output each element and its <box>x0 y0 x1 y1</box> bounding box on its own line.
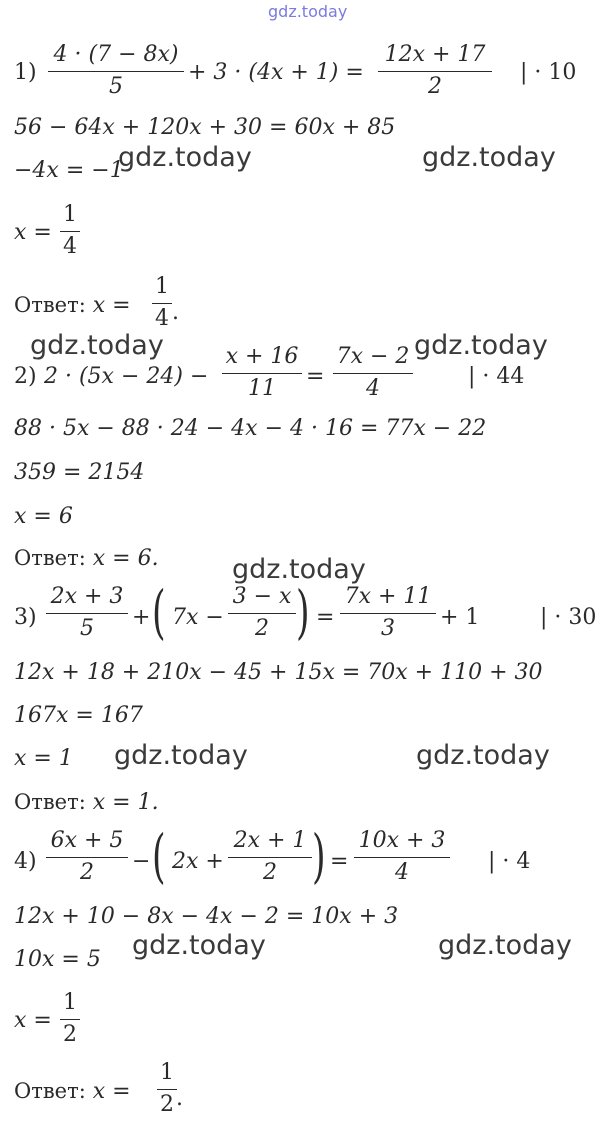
p3-fraction-1 <box>46 584 128 642</box>
watermark-top: gdz.today <box>268 2 348 21</box>
fraction-bar <box>157 1089 177 1090</box>
p2-equals: = <box>306 364 325 389</box>
p4-x-numerator: 1 <box>63 990 77 1015</box>
p1-answer-numerator: 1 <box>155 274 169 299</box>
p2-step-1: 88 · 5x − 88 · 24 − 4x − 4 · 16 = 77x − 22 <box>14 416 487 441</box>
p4-fraction-3 <box>354 828 450 886</box>
watermark: gdz.today <box>132 930 266 961</box>
answer-label: Ответ: <box>14 1079 86 1103</box>
answer-label: Ответ: <box>14 546 86 570</box>
p3-fraction-2 <box>228 584 296 642</box>
fraction-bar <box>354 857 450 858</box>
watermark: gdz.today <box>414 330 548 361</box>
fraction-bar <box>60 1019 80 1020</box>
p3-answer: x = 1. <box>92 790 159 815</box>
p2-lhs: 2 · (5x − 24) − <box>44 364 209 389</box>
p2-step-2: 359 = 2154 <box>14 460 145 485</box>
p3-fraction-2-numerator: 3 − x <box>232 584 292 609</box>
fraction-bar <box>378 71 492 72</box>
p1-rhs-denominator: 2 <box>428 74 442 99</box>
p1-rhs-fraction <box>378 42 492 100</box>
p4-answer-fraction <box>157 1060 177 1118</box>
p1-middle-expression: + 3 · (4x + 1) = <box>188 60 364 85</box>
p1-lhs-fraction <box>48 42 184 100</box>
p1-answer-x: x = <box>92 293 131 318</box>
p4-minus: − <box>132 849 151 874</box>
p1-answer-row <box>14 292 131 319</box>
p1-answer-period: . <box>172 300 179 325</box>
watermark: gdz.today <box>114 740 248 771</box>
p1-answer-denominator: 4 <box>155 306 169 331</box>
p3-answer-row <box>14 789 159 816</box>
p3-step-3: x = 1 <box>14 746 73 771</box>
p4-answer-period: . <box>176 1086 183 1111</box>
p4-step-1: 12x + 10 − 8x − 4x − 2 = 10x + 3 <box>14 904 399 929</box>
p1-x-numerator: 1 <box>63 202 77 227</box>
p1-lhs-numerator: 4 · (7 − 8x) <box>53 42 179 67</box>
p4-answer-numerator: 1 <box>160 1060 174 1085</box>
p3-inner: 7x − <box>172 605 224 630</box>
p4-multiplier: | · 4 <box>488 849 531 874</box>
problem-1-number: 1) <box>14 60 37 85</box>
p4-x-fraction <box>60 990 80 1048</box>
p4-equals: = <box>330 849 349 874</box>
watermark: gdz.today <box>118 142 252 173</box>
p3-plus: + <box>132 605 151 630</box>
p3-fraction-1-denominator: 5 <box>80 616 94 641</box>
p4-left-paren: ( <box>152 822 166 890</box>
p3-fraction-3-denominator: 3 <box>381 616 395 641</box>
p2-fraction-2-denominator: 4 <box>366 376 380 401</box>
answer-label: Ответ: <box>14 293 86 317</box>
p1-rhs-numerator: 12x + 17 <box>384 42 486 67</box>
p2-step-3: x = 6 <box>14 504 73 529</box>
fraction-bar <box>60 231 80 232</box>
p2-fraction-2 <box>333 344 413 402</box>
p4-fraction-1-numerator: 6x + 5 <box>50 828 124 853</box>
p4-answer-row <box>14 1078 131 1105</box>
p2-fraction-1-numerator: x + 16 <box>225 344 299 369</box>
p4-inner: 2x + <box>172 849 224 874</box>
fraction-bar <box>46 857 128 858</box>
p4-fraction-1 <box>46 828 128 886</box>
p4-x-denominator: 2 <box>63 1022 77 1047</box>
p2-answer: x = 6. <box>92 546 159 571</box>
p3-fraction-2-denominator: 2 <box>255 616 269 641</box>
fraction-bar <box>333 373 413 374</box>
fraction-bar <box>222 373 302 374</box>
p1-step-2: −4x = −1 <box>14 158 124 183</box>
p2-multiplier: | · 44 <box>468 364 525 389</box>
p3-equals: = <box>316 605 335 630</box>
p4-fraction-1-denominator: 2 <box>80 860 94 885</box>
p3-left-paren: ( <box>152 578 166 646</box>
p1-answer-fraction <box>152 274 172 332</box>
watermark: gdz.today <box>416 740 550 771</box>
problem-3-number: 3) <box>14 605 37 630</box>
p3-fraction-3-numerator: 7x + 11 <box>344 584 432 609</box>
p1-step-1: 56 − 64x + 120x + 30 = 60x + 85 <box>14 115 396 140</box>
fraction-bar <box>46 613 128 614</box>
fraction-bar <box>228 613 296 614</box>
p3-multiplier: | · 30 <box>540 605 597 630</box>
fraction-bar <box>228 857 312 858</box>
fraction-bar <box>152 303 172 304</box>
p4-fraction-3-numerator: 10x + 3 <box>358 828 446 853</box>
p3-right-paren: ) <box>296 578 310 646</box>
p4-fraction-2-numerator: 2x + 1 <box>233 828 307 853</box>
p3-step-1: 12x + 18 + 210x − 45 + 15x = 70x + 110 + 30 <box>14 660 543 685</box>
p3-fraction-1-numerator: 2x + 3 <box>50 584 124 609</box>
p4-answer-x: x = <box>92 1079 131 1104</box>
problem-4-number: 4) <box>14 849 37 874</box>
p3-tail: + 1 <box>440 605 480 630</box>
p2-answer-row <box>14 545 159 572</box>
p4-fraction-2-denominator: 2 <box>263 860 277 885</box>
p3-step-2: 167x = 167 <box>14 703 143 728</box>
watermark: gdz.today <box>232 554 366 585</box>
p1-x-denominator: 4 <box>63 234 77 259</box>
p2-fraction-1-denominator: 11 <box>248 376 276 401</box>
p4-answer-denominator: 2 <box>160 1092 174 1117</box>
p4-fraction-3-denominator: 4 <box>395 860 409 885</box>
watermark: gdz.today <box>30 330 164 361</box>
p2-fraction-1 <box>222 344 302 402</box>
watermark: gdz.today <box>422 142 556 173</box>
p1-x-fraction <box>60 202 80 260</box>
p1-lhs-denominator: 5 <box>109 74 123 99</box>
p3-fraction-3 <box>340 584 436 642</box>
p4-step-2: 10x = 5 <box>14 947 101 972</box>
answer-label: Ответ: <box>14 790 86 814</box>
p4-fraction-2 <box>228 828 312 886</box>
problem-2-number: 2) <box>14 364 37 389</box>
fraction-bar <box>48 71 184 72</box>
p2-fraction-2-numerator: 7x − 2 <box>336 344 410 369</box>
fraction-bar <box>340 613 436 614</box>
p4-x-lhs: x = <box>14 1008 52 1033</box>
watermark: gdz.today <box>438 930 572 961</box>
p1-multiplier: | · 10 <box>520 60 577 85</box>
p1-x-lhs: x = <box>14 220 52 245</box>
p4-right-paren: ) <box>312 822 326 890</box>
